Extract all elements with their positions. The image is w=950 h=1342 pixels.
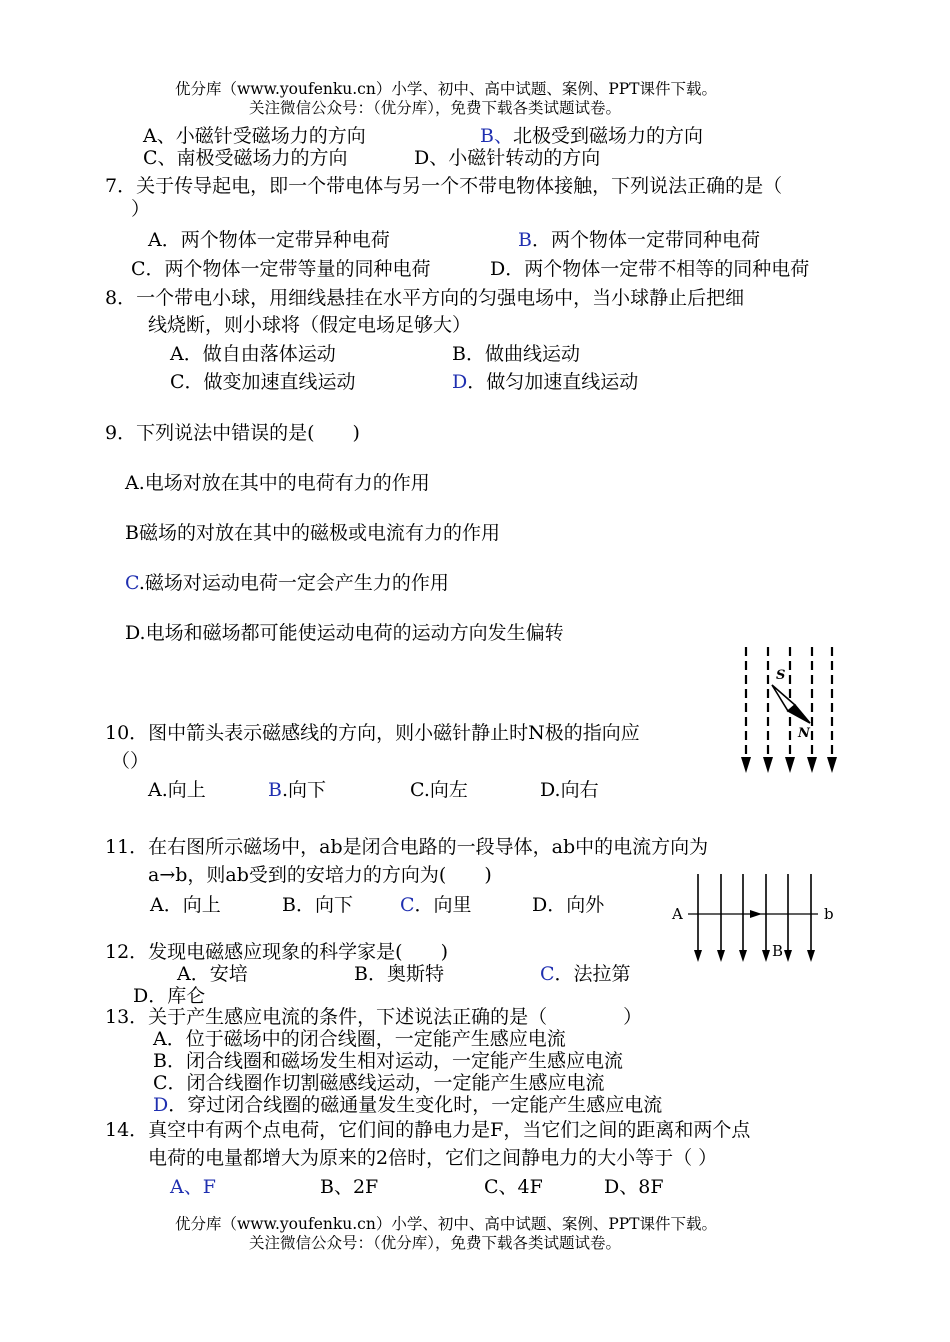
q13-option-c: C．闭合线圈作切割磁感线运动，一定能产生感应电流 (153, 1072, 605, 1094)
field-arrowhead (763, 757, 773, 773)
fig-label-s: S (776, 668, 786, 683)
field-arrowhead (694, 950, 702, 962)
q14-option-b: B、2F (320, 1176, 379, 1198)
q11-option-d: D．向外 (532, 894, 605, 916)
q6-option-c: C、南极受磁场力的方向 (143, 147, 348, 169)
q13-option-b: B．闭合线圈和磁场发生相对运动，一定能产生感应电流 (153, 1050, 623, 1072)
q9-option-b: B磁场的对放在其中的磁极或电流有力的作用 (125, 522, 500, 544)
q8-option-d (452, 370, 638, 394)
q12-stem: 12．发现电磁感应现象的科学家是( ) (105, 941, 449, 963)
answer-label: C (400, 894, 415, 916)
q10-stem-line-1: 10．图中箭头表示磁感线的方向，则小磁针静止时N极的指向应 (105, 722, 640, 744)
q11-option-b: B．向下 (282, 894, 353, 916)
answer-label: B (518, 229, 532, 251)
option-text: ．法拉第 (554, 963, 631, 985)
current-arrow-icon (750, 910, 762, 918)
q14-option-a: A、F (170, 1176, 216, 1198)
q8-option-a: A．做自由落体运动 (170, 343, 336, 365)
q12-option-d: D．库仑 (133, 985, 206, 1007)
field-arrowhead (785, 757, 795, 773)
option-text: 北极受到磁场力的方向 (512, 125, 703, 147)
q6-option-b (480, 124, 703, 148)
q7-stem-line-2: ） (131, 198, 151, 220)
q6-option-a: A、小磁针受磁场力的方向 (143, 125, 366, 147)
field-arrowhead (741, 757, 751, 773)
q13-option-d (153, 1093, 662, 1117)
q12-option-b: B．奥斯特 (354, 963, 444, 985)
q12-option-a: A．安培 (177, 963, 248, 985)
field-arrowhead (762, 950, 770, 962)
field-arrowhead (827, 757, 837, 773)
option-text: ．向里 (414, 894, 472, 916)
q9-stem: 9．下列说法中错误的是( ) (105, 422, 360, 444)
option-text: ．做匀加速直线运动 (467, 371, 639, 393)
q11-option-c (400, 893, 472, 917)
fig-label-n: N (798, 726, 810, 741)
header-line-2: 关注微信公众号：（优分库），免费下载各类试题试卷。 (249, 99, 622, 117)
q14-option-c: C、4F (484, 1176, 543, 1198)
option-text: .磁场对运动电荷一定会产生力的作用 (138, 572, 449, 594)
q7-option-b (518, 228, 760, 252)
fig-label-a: A (672, 905, 683, 923)
option-text: ．两个物体一定带同种电荷 (531, 229, 760, 251)
answer-label: D (153, 1094, 169, 1116)
q8-stem-line-1: 8．一个带电小球，用细线悬挂在水平方向的匀强电场中，当小球静止后把细 (105, 287, 745, 309)
field-arrowhead (717, 950, 725, 962)
q11-field-figure (668, 870, 838, 970)
answer-label: C (125, 572, 139, 594)
answer-label: B (268, 779, 282, 801)
q7-option-a: A．两个物体一定带异种电荷 (148, 229, 390, 251)
q8-option-c: C．做变加速直线运动 (170, 371, 356, 393)
field-arrowhead (807, 757, 817, 773)
q14-stem-line-1: 14．真空中有两个点电荷，它们间的静电力是F，当它们之间的距离和两个点 (105, 1119, 751, 1141)
q10-field-figure (738, 645, 838, 775)
q11-option-a: A．向上 (150, 894, 221, 916)
q14-option-d: D、8F (604, 1176, 664, 1198)
q12-option-c (540, 962, 631, 986)
field-arrowhead (784, 950, 792, 962)
header-line-1: 优分库（www.youfenku.cn）小学、初中、高中试题、案例、PPT课件下载。 (175, 80, 718, 98)
field-arrowhead (739, 950, 747, 962)
q10-option-b (268, 778, 326, 802)
answer-label: B、 (480, 125, 513, 147)
q7-stem-line-1: 7．关于传导起电，即一个带电体与另一个不带电物体接触，下列说法正确的是（ (105, 175, 783, 197)
q11-stem-line-1: 11．在右图所示磁场中，ab是闭合电路的一段导体，ab中的电流方向为 (105, 836, 709, 858)
q6-option-d: D、小磁针转动的方向 (414, 147, 601, 169)
field-arrowhead (807, 950, 815, 962)
answer-label: C (540, 963, 555, 985)
answer-label: D (452, 371, 468, 393)
q8-option-b: B．做曲线运动 (452, 343, 580, 365)
footer-line-1: 优分库（www.youfenku.cn）小学、初中、高中试题、案例、PPT课件下载。 (175, 1215, 718, 1233)
q10-option-a: A.向上 (148, 779, 206, 801)
option-text: .向下 (281, 779, 327, 801)
q7-option-c: C．两个物体一定带等量的同种电荷 (131, 258, 431, 280)
q10-option-d: D.向右 (540, 779, 599, 801)
q10-option-c: C.向左 (410, 779, 468, 801)
q9-option-d: D.电场和磁场都可能使运动电荷的运动方向发生偏转 (125, 622, 564, 644)
q9-option-a: A.电场对放在其中的电荷有力的作用 (125, 472, 430, 494)
fig-label-field-b: B (772, 942, 784, 960)
q7-option-d: D．两个物体一定带不相等的同种电荷 (490, 258, 810, 280)
q13-stem: 13．关于产生感应电流的条件，下述说法正确的是（ ） (105, 1006, 643, 1028)
option-text: ．穿过闭合线圈的磁通量发生变化时，一定能产生感应电流 (168, 1094, 663, 1116)
q14-stem-line-2: 电荷的电量都增大为原来的2倍时，它们之间静电力的大小等于（ ） (148, 1147, 718, 1169)
q10-stem-line-2: （） (111, 750, 150, 772)
q9-option-c (125, 571, 449, 595)
fig-label-b: b (824, 905, 834, 923)
q13-option-a: A．位于磁场中的闭合线圈，一定能产生感应电流 (153, 1028, 566, 1050)
q8-stem-line-2: 线烧断，则小球将（假定电场足够大） (148, 314, 472, 336)
q11-stem-line-2: a→b，则ab受到的安培力的方向为( ) (148, 864, 492, 886)
footer-line-2: 关注微信公众号：（优分库），免费下载各类试题试卷。 (249, 1234, 622, 1252)
